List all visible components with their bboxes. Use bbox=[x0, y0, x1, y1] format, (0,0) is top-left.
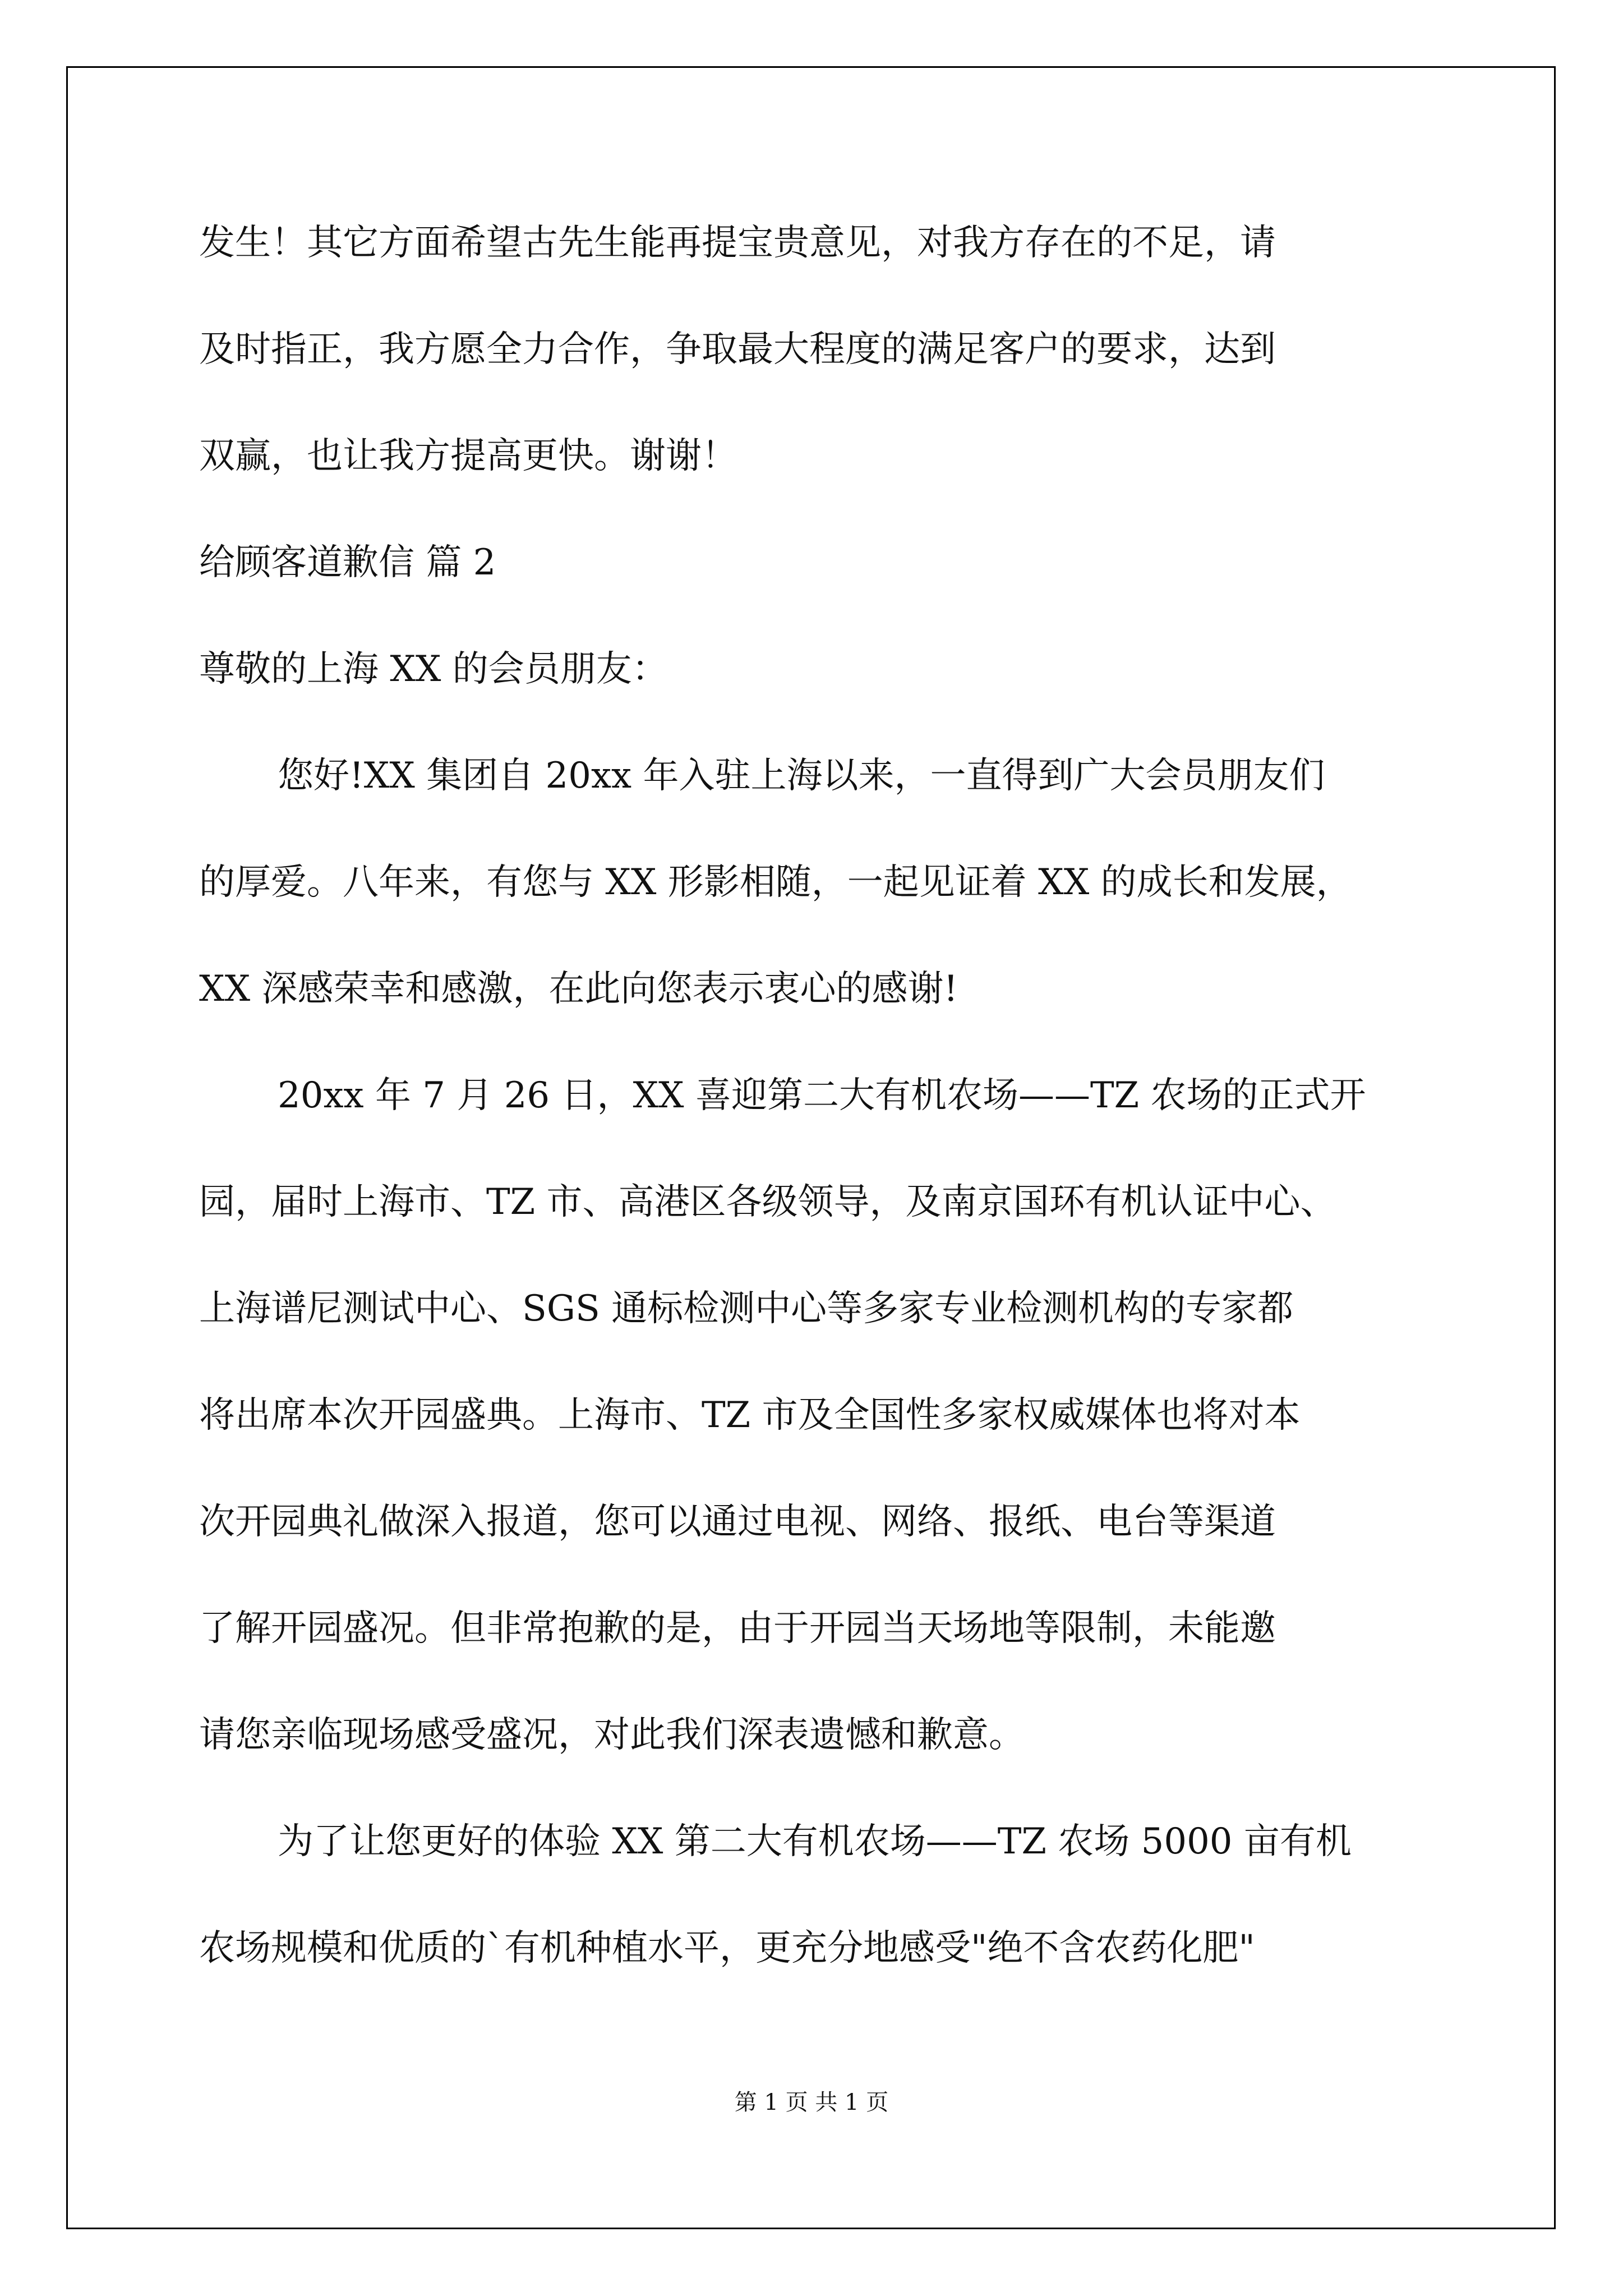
document-body bbox=[199, 216, 1433, 2028]
body-line: 农场规模和优质的`有机种植水平，更充分地感受"绝不含农药化肥" bbox=[199, 1927, 1255, 1969]
body-line: 上海谱尼测试中心、SGS 通标检测中心等多家专业检测机构的专家都 bbox=[199, 1288, 1294, 1329]
page-footer: 第 1 页 共 1 页 bbox=[734, 2090, 889, 2115]
body-line: XX 深感荣幸和感激，在此向您表示衷心的感谢! bbox=[199, 968, 958, 1010]
body-line: 发生！其它方面希望古先生能再提宝贵意见，对我方存在的不足，请 bbox=[199, 222, 1276, 264]
body-line: 双赢，也让我方提高更快。谢谢！ bbox=[199, 435, 737, 477]
body-line: 您好!XX 集团自 20xx 年入驻上海以来，一直得到广大会员朋友们 bbox=[278, 755, 1325, 797]
body-line: 的厚爱。八年来，有您与 XX 形影相随，一起见证着 XX 的成长和发展， bbox=[199, 862, 1352, 903]
body-line: 次开园典礼做深入报道，您可以通过电视、网络、报纸、电台等渠道 bbox=[199, 1501, 1276, 1543]
body-line: 了解开园盛况。但非常抱歉的是，由于开园当天场地等限制，未能邀 bbox=[199, 1608, 1276, 1649]
section-heading: 给顾客道歉信 篇 2 bbox=[199, 542, 496, 583]
body-line: 20xx 年 7 月 26 日，XX 喜迎第二大有机农场——TZ 农场的正式开 bbox=[278, 1075, 1366, 1116]
salutation: 尊敬的上海 XX 的会员朋友： bbox=[199, 648, 668, 690]
body-line: 将出席本次开园盛典。上海市、TZ 市及全国性多家权威媒体也将对本 bbox=[199, 1395, 1301, 1436]
body-line: 及时指正，我方愿全力合作，争取最大程度的满足客户的要求，达到 bbox=[199, 329, 1276, 370]
body-line: 为了让您更好的体验 XX 第二大有机农场——TZ 农场 5000 亩有机 bbox=[278, 1821, 1352, 1862]
body-line: 园，届时上海市、TZ 市、高港区各级领导，及南京国环有机认证中心、 bbox=[199, 1181, 1336, 1223]
body-line: 请您亲临现场感受盛况，对此我们深表遗憾和歉意。 bbox=[199, 1714, 1025, 1756]
